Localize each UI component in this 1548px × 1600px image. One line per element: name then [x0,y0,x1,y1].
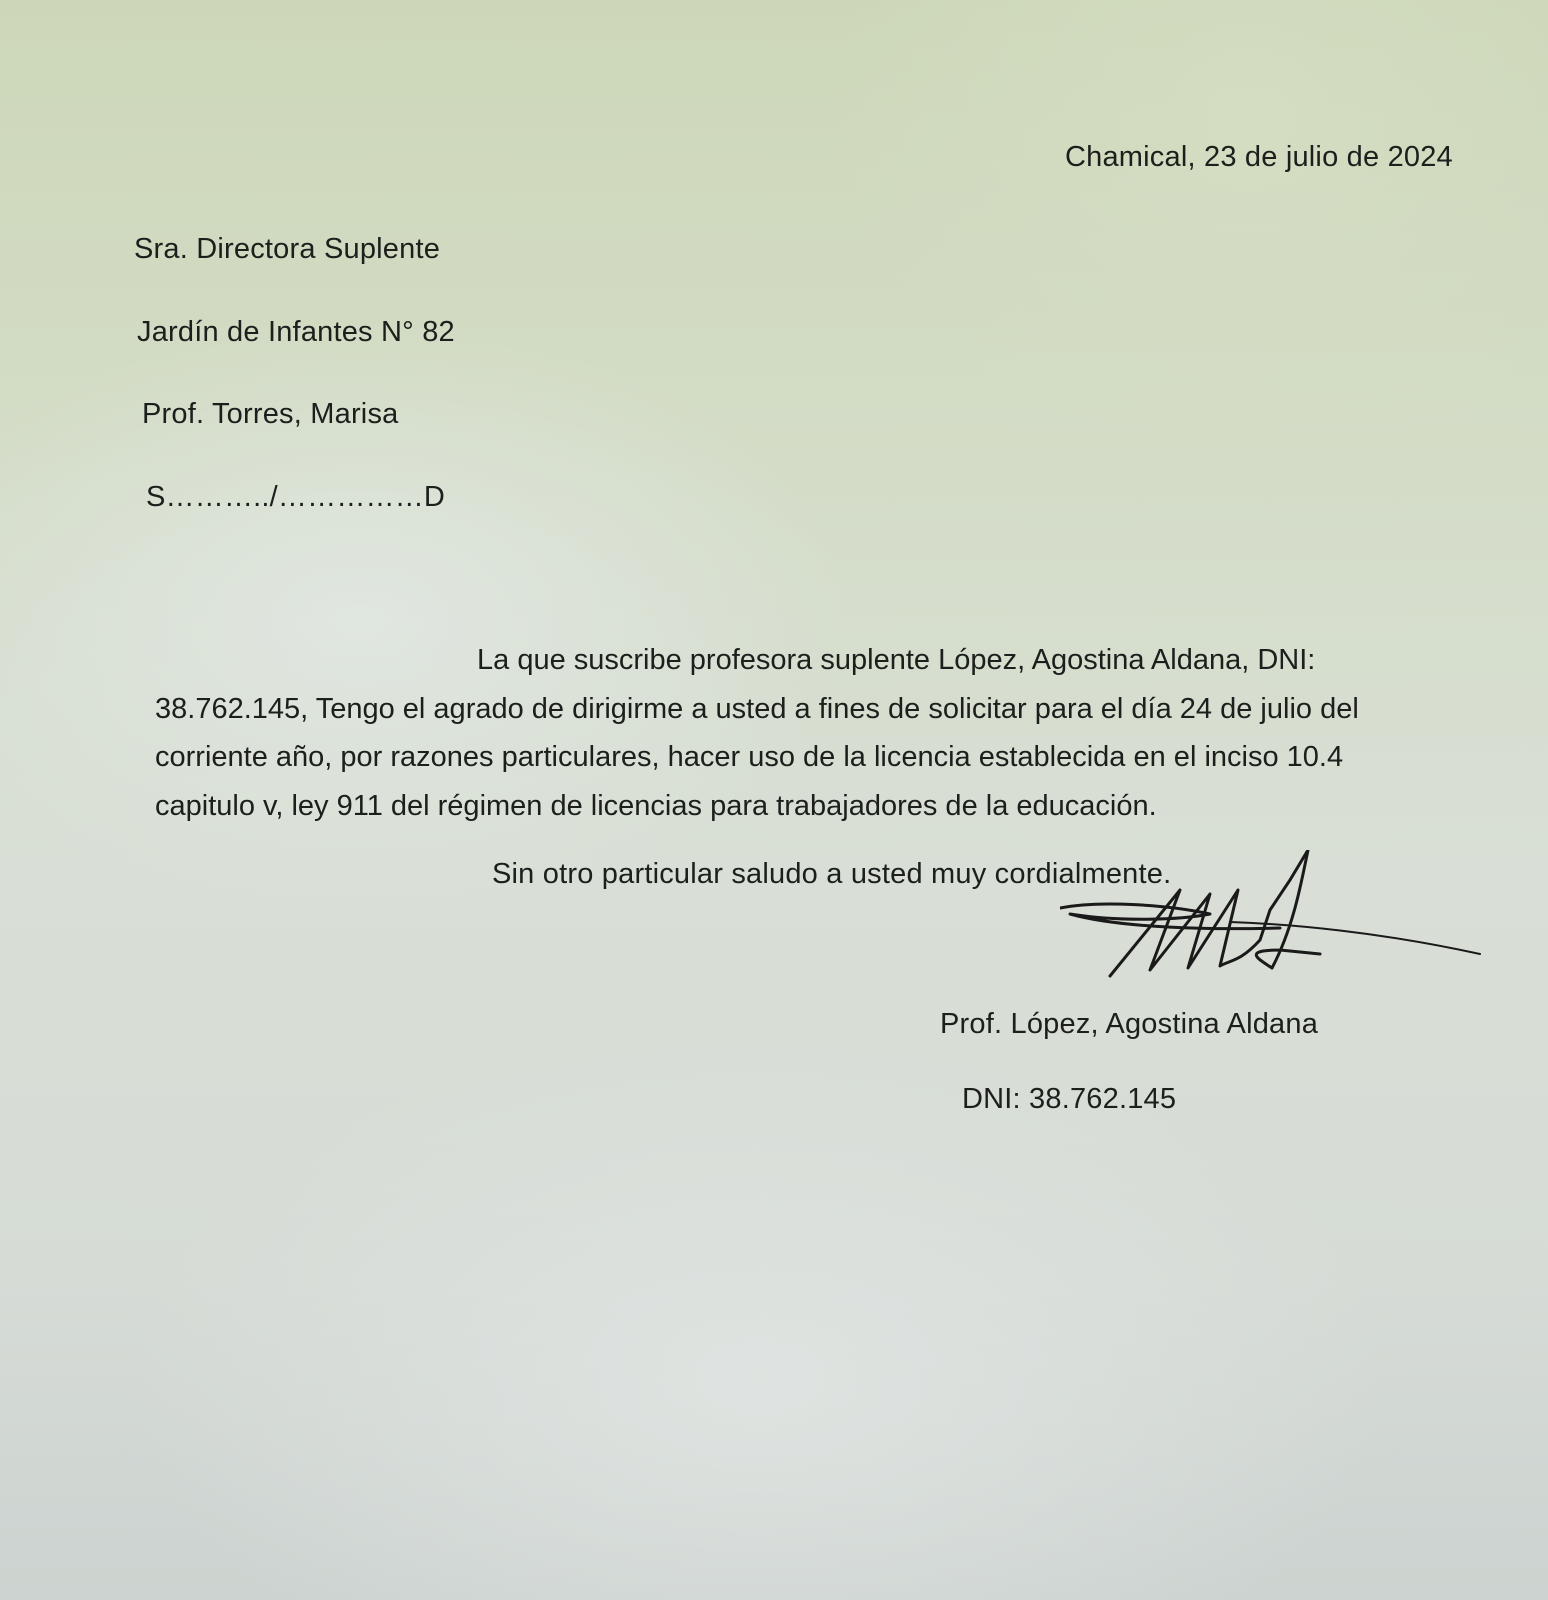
recipient-name: Prof. Torres, Marisa [142,398,399,430]
recipient-title: Sra. Directora Suplente [134,233,441,265]
letter-body [155,636,1445,830]
closing-line: Sin otro particular saludo a usted muy cordialmente. [492,858,1172,890]
recipient-salutation: S………../……………D [146,481,446,513]
body-line: capitulo v, ley 911 del régimen de licencias para trabajadores de la educación. [155,789,1157,822]
recipient-institution: Jardín de Infantes N° 82 [137,316,455,348]
signer-dni: DNI: 38.762.145 [962,1083,1177,1115]
body-line: corriente año, por razones particulares, hacer uso de la licencia establecida en el inciso 10.4 [155,741,1344,773]
place-date: Chamical, 23 de julio de 2024 [1065,141,1453,173]
body-line: La que suscribe profesora suplente López, Agostina Aldana, DNI: [477,644,1316,676]
signer-name: Prof. López, Agostina Aldana [940,1008,1319,1040]
handwritten-signature [1060,850,1530,1000]
body-line: 38.762.145, Tengo el agrado de dirigirme a usted a fines de solicitar para el día 24 de julio del [155,692,1359,725]
